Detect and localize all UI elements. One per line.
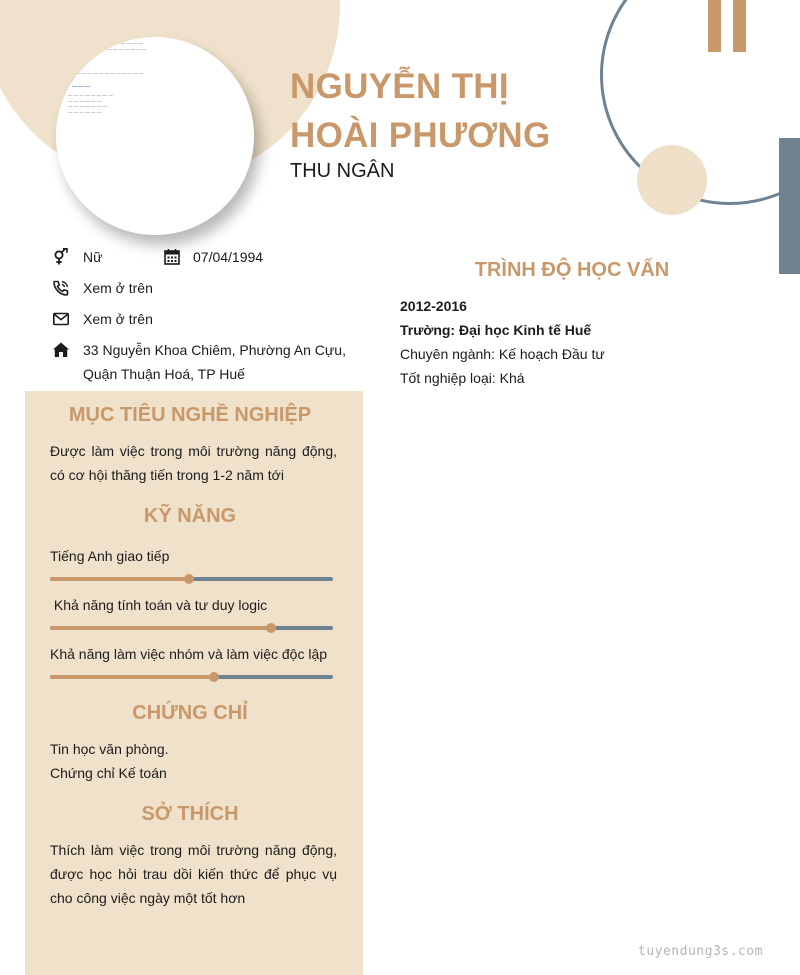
certificates-list (50, 737, 337, 785)
skills-title: KỸ NĂNG (143, 505, 237, 527)
address-line-2: Quận Thuận Hoá, TP Huế (83, 366, 245, 382)
objective-title: MỤC TIÊU NGHỀ NGHIỆP (68, 404, 312, 426)
objective-text: Được làm việc trong môi trường năng động, có cơ hội thăng tiến trong 1-2 năm tới (50, 443, 337, 483)
avatar-snippet-line: — — — — — — — — — — (90, 47, 147, 52)
name-line-1: NGUYỄN THỊ (290, 67, 509, 106)
avatar-snippet-heading: — — — (72, 84, 90, 90)
hobbies-text: Thích làm việc trong môi trường năng động, được học hỏi trau dồi kiến thức để phục vụ cho công việc ngày một tốt hơn (50, 842, 337, 906)
mail-icon (52, 310, 70, 328)
decor-circle-beige-small (637, 145, 707, 215)
education-period: 2012-2016 (400, 298, 467, 314)
skill-bar-knob (266, 623, 276, 633)
certificate-item: Tin học văn phòng. (50, 741, 169, 757)
address (83, 338, 346, 386)
skill-bar-fill (50, 675, 214, 679)
avatar-snippet-line: — — — — — — — — — — — — — — — — — — — — — — — — — — — (68, 93, 113, 115)
job-title: THU NGÂN (290, 160, 395, 182)
certificates-title: CHỨNG CHỈ (132, 702, 248, 724)
gender-icon (52, 248, 70, 266)
skill-bar (50, 577, 333, 581)
address-line-1: 33 Nguyễn Khoa Chiêm, Phường An Cựu, (83, 342, 346, 358)
skill-bar-fill (50, 577, 189, 581)
name-line-2: HOÀI PHƯƠNG (290, 116, 551, 155)
watermark: tuyendung3s.com (638, 944, 763, 959)
gender-value: Nữ (83, 249, 103, 265)
skill-label: Khả năng tính toán và tư duy logic (50, 597, 268, 613)
skill-bar (50, 626, 333, 630)
home-icon (52, 341, 70, 359)
skill-bar-fill (50, 626, 271, 630)
education-title: TRÌNH ĐỘ HỌC VẤN (474, 259, 670, 281)
birthdate-value: 07/04/1994 (193, 249, 264, 265)
decor-bar (733, 0, 746, 52)
email-value: Xem ở trên (83, 311, 153, 327)
phone-icon (52, 279, 70, 297)
education-school: Trường: Đại học Kinh tế Huế (400, 322, 592, 338)
education-grade: Tốt nghiệp loại: Khá (400, 370, 525, 386)
candidate-name (290, 62, 551, 160)
education-major: Chuyên ngành: Kế hoạch Đầu tư (400, 346, 605, 362)
skill-bar (50, 675, 333, 679)
hobbies-title: SỞ THÍCH (141, 803, 239, 825)
phone-value: Xem ở trên (83, 280, 153, 296)
certificate-item: Chứng chỉ Kế toán (50, 765, 167, 781)
skill-bar-knob (184, 574, 194, 584)
skill-label: Tiếng Anh giao tiếp (50, 548, 170, 564)
decor-side-strip (779, 138, 800, 274)
avatar-snippet-line: — — — — — — — — (98, 41, 143, 46)
calendar-icon (163, 248, 181, 266)
avatar (56, 37, 254, 235)
avatar-snippet-line: — — — — — — — — — — — — (76, 71, 144, 76)
decor-bar (708, 0, 721, 52)
skill-label: Khả năng làm việc nhóm và làm việc độc lập (50, 646, 328, 662)
